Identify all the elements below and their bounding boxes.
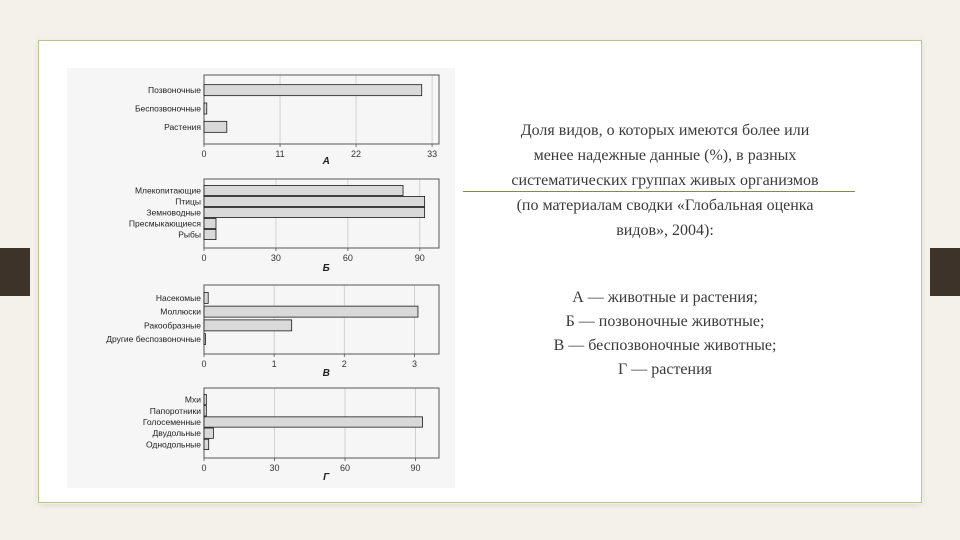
category-label: Позвоночные [148,85,201,96]
category-label: Беспозвоночные [134,103,201,114]
figure-panel [67,68,455,488]
category-label: Растения [164,121,201,132]
tick-label: 0 [201,253,207,263]
category-label: Ракообразные [143,320,201,331]
caption [470,118,860,243]
tick-label: 60 [339,463,351,473]
tick-label: 60 [342,253,353,263]
left-edge-tab [0,248,30,296]
panel-legend [470,286,860,382]
legend-line: В — беспозвоночные животные; [553,337,777,354]
caption-line: (по материалам сводки «Глобальная оценка [516,197,814,214]
tick-label: 0 [201,149,207,159]
bar [204,196,425,206]
category-label: Моллюски [160,306,201,317]
bar [204,121,227,132]
bar [204,428,213,438]
bar [204,103,207,114]
bar [204,320,292,331]
tick-label: 0 [201,463,207,473]
bar [204,229,216,239]
bar [204,439,209,449]
tick-label: 0 [201,359,207,369]
tick-label: 22 [351,149,362,159]
panel-label: В [322,368,330,379]
tick-label: 30 [270,253,281,263]
caption-line: менее надежные данные (%), в разных [533,147,797,164]
category-label: Птицы [175,196,201,207]
category-label: Двудольные [152,428,201,439]
category-label: Папоротники [149,405,201,416]
divider-rule [463,191,855,192]
category-label: Рыбы [178,229,201,240]
panel-label: Г [323,472,330,483]
tick-label: 1 [271,359,277,369]
tick-label: 90 [410,463,421,473]
legend-line: Б — позвоночные животные; [565,313,765,330]
bar [204,207,425,217]
bar [204,292,208,303]
bar [204,306,418,317]
tick-label: 30 [269,463,280,473]
bar [204,417,423,427]
bar [204,85,422,96]
tick-label: 90 [414,253,425,263]
bar [204,334,205,345]
category-label: Голосеменные [142,417,201,427]
category-label: Земноводные [146,207,201,218]
bar [204,218,216,228]
bar [204,394,206,404]
panel-label: Б [322,263,330,274]
tick-label: 11 [275,149,285,159]
caption-line: видов», 2004): [616,222,714,239]
caption-line: Доля видов, о которых имеются более или [520,122,810,139]
tick-label: 33 [427,149,438,159]
category-label: Мхи [184,394,201,405]
tick-label: 3 [411,359,417,369]
category-label: Пресмыкающиеся [128,218,201,229]
panel-label: А [322,156,330,167]
category-label: Млекопитающие [134,185,201,196]
tick-label: 2 [341,359,347,369]
legend-line: Г — растения [617,361,713,378]
category-label: Насекомые [155,292,201,303]
bar-charts [67,68,455,488]
bar [204,185,403,195]
right-edge-tab [930,248,960,296]
category-label: Однодольные [145,439,201,450]
bar [204,406,206,416]
caption-line: систематических группах живых организмов [511,172,819,189]
category-label: Другие беспозвоночные [106,334,201,345]
legend-line: А — животные и растения; [572,289,758,306]
